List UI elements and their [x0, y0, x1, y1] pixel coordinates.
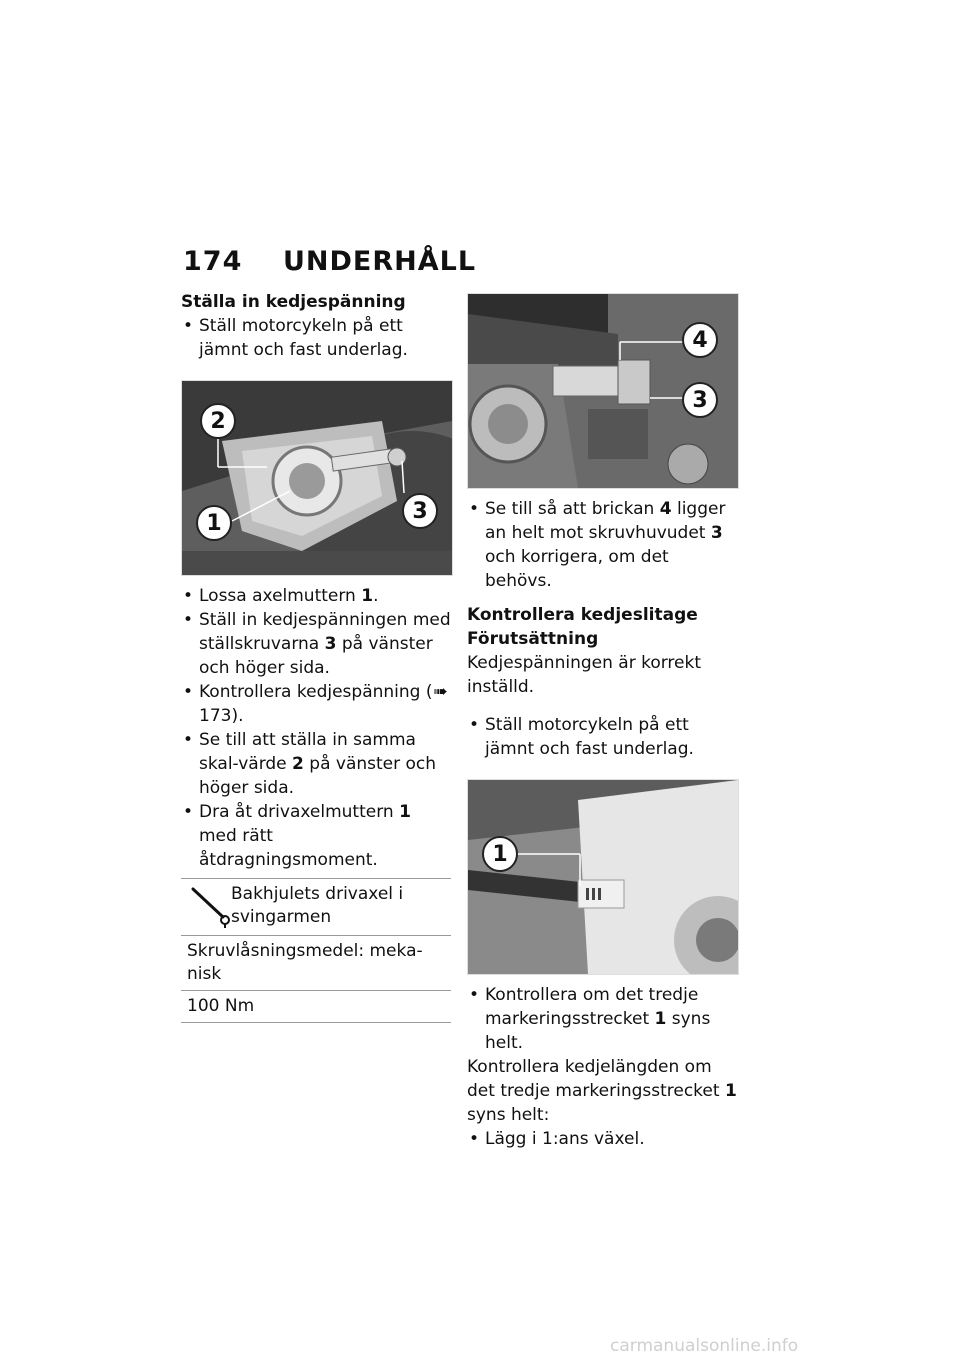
washer-photo: [467, 293, 739, 489]
watermark: carmanualsonline.info: [610, 1336, 799, 1356]
callout-4: 4: [682, 322, 718, 358]
intro-list: [181, 314, 453, 362]
spec-row: Skruvlåsningsmedel: meka-nisk: [181, 936, 451, 991]
gear-list: [467, 1127, 740, 1151]
torque-spec-table: [181, 878, 451, 1023]
list-item: • Ställ motorcykeln på ett jämnt och fast underlag.: [467, 713, 740, 761]
chapter-title: UNDERHÅLL: [283, 246, 477, 277]
callout-1: 1: [482, 836, 518, 872]
list-item: • Ställ motorcykeln på ett jämnt och fast underlag.: [181, 314, 453, 362]
wear-marker-photo: [467, 779, 739, 975]
prep-list: [467, 713, 740, 761]
list-item: • Kontrollera om det tredje markeringsstrecket 1 syns helt.: [467, 983, 740, 1055]
list-item: • Se till att ställa in samma skal-värde 2 på vänster och höger sida.: [181, 728, 453, 800]
callout-1: 1: [196, 505, 232, 541]
washer-list: [467, 497, 740, 593]
axle-adjustment-photo: [181, 380, 453, 576]
list-item: • Se till så att brickan 4 ligger an helt mot skruvhuvudet 3 och korrigera, om det behövs.: [467, 497, 740, 593]
spec-row: 100 Nm: [181, 991, 451, 1023]
list-item: • Dra åt drivaxelmuttern 1 med rätt åtdragningsmoment.: [181, 800, 453, 872]
torque-wrench-icon: [187, 883, 231, 929]
paragraph: Kontrollera kedjelängden om det tredje markeringsstrecket 1 syns helt:: [467, 1057, 737, 1125]
list-item: • Kontrollera kedjespänning (➠ 173).: [181, 680, 453, 728]
list-item: • Ställ in kedjespänningen med ställskruvarna 3 på vänster och höger sida.: [181, 608, 453, 680]
subheading: Förutsättning: [467, 629, 599, 649]
list-item: • Lossa axelmuttern 1.: [181, 584, 453, 608]
right-column: [467, 293, 740, 1151]
section-heading: Ställa in kedjespänning: [181, 292, 406, 312]
spec-header: [181, 879, 451, 936]
section-heading: Kontrollera kedjeslitage: [467, 605, 698, 625]
spec-title: Bakhjulets drivaxel i svingarmen: [231, 884, 404, 927]
callout-3: 3: [682, 382, 718, 418]
check-list: [467, 983, 740, 1055]
arrow-right-icon: ➠: [433, 682, 448, 702]
callout-2: 2: [200, 403, 236, 439]
page-header: [183, 246, 477, 286]
list-item: • Lägg i 1:ans växel.: [467, 1127, 740, 1151]
callout-3: 3: [402, 493, 438, 529]
condition-text: Kedjespänningen är korrekt inställd.: [467, 653, 701, 697]
step-list: [181, 584, 453, 872]
page-number: 174: [183, 246, 243, 277]
left-column: [181, 290, 453, 1023]
